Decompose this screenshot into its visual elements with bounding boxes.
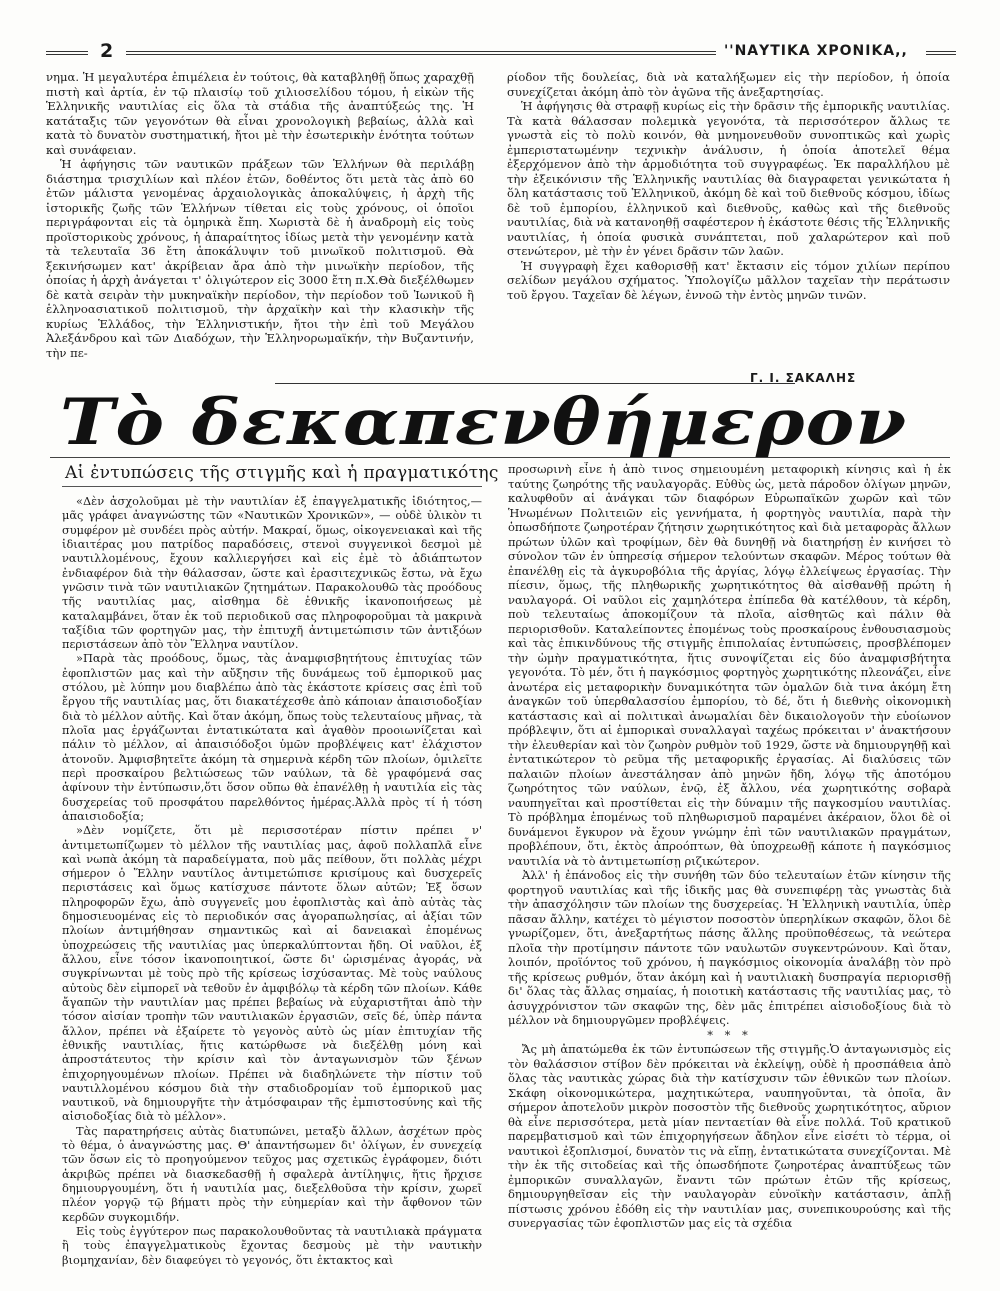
article-subtitle: Αἱ ἐντυπώσεις τῆς στιγμῆς καὶ ἡ πραγματικότης (65, 463, 499, 483)
header-rule-right (926, 51, 956, 55)
paragraph: »Παρὰ τὰς προόδους, ὅμως, τὰς ἀναμφισβητήτους ἐπιτυχίας τῶν ἐφοπλιστῶν μας καὶ τὴν αὔξησιν τῆς δυνάμεως τοῦ ἐμπορικοῦ μας στόλου, μὲ λύπην μου διαβλέπω ἀπὸ τὰς ἑκάστοτε κρίσεις σας ἐπὶ τοῦ ἔργου τῆς ναυτιλίας μας, ὅτι διακατέχεσθε ἀπὸ κάποιαν ἀπαισιοδοξίαν διὰ τὸ μέλλον αὐτῆς. Καὶ ὅταν ἀκόμη, ὅπως τοὺς τελευταίους μῆνας, τὰ πλοῖα μας ἐργάζωνται ἐντατικώτατα καὶ ἀγαθὸν προοιωνίζεται καὶ πάλιν τὸ μέλλον, αἱ ἀπαισιόδοξοι ὑμῶν προβλέψεις κατ' ἐλάχιστον ἀτονοῦν. Ἀμφισβητεῖτε ἀκόμη τὰ σημερινὰ κέρδη τῶν πλοίων, ὁμιλεῖτε περὶ προσκαίρου βελτιώσεως τῶν ναύλων, τὰ δὲ γραφόμενά σας ἀφίνουν τὴν ἐντύπωσιν,ὅτι ὅσον οὔπω θὰ ἐπανέλθῃ ἡ ναυτιλία εἰς τὰς δυσχερείας τοῦ προσφάτου παρελθόντος ἡμέρας.Ἀλλὰ πρὸς τί ἡ τόση ἀπαισιοδοξία; (62, 651, 482, 823)
author-signature: Γ. Ι. ΣΑΚΑΛΗΣ (750, 371, 857, 385)
paragraph: Τὰς παρατηρήσεις αὐτὰς διατυπώνει, μεταξὺ ἄλλων, ἀσχέτων πρὸς τὸ θέμα, ὁ ἀναγνώστης μας. Θ' ἀπαντήσωμεν δι' ὀλίγων, ἐν συνεχείᾳ τῶν ὅσων εἰς τὸ προηγούμενον τεῦχος μας σχετικῶς ἐγράφομεν, διότι ἀκριβῶς πρέπει νὰ διασκεδασθῇ ἡ σφαλερὰ ἀντίληψις, ἥτις ἤρχισε δημιουργουμένη, ὅτι ἡ ναυτιλία μας, διεξελθοῦσα τὴν κρίσιν, χωρεῖ πλέον γοργῷ τῷ βήματι πρὸς τὴν εὐημερίαν καὶ τὴν ἄφθονον τῶν κερδῶν συγκομιδήν. (62, 1123, 482, 1224)
paragraph: Ἄς μὴ ἀπατώμεθα ἐκ τῶν ἐντυπώσεων τῆς στιγμῆς.Ὁ ἀνταγωνισμὸς εἰς τὸν θαλάσσιον στίβον δὲν πρόκειται νὰ ἐκλείψῃ, οὐδὲ ἡ προσπάθεια ἀπὸ ὅλας τὰς ναυτικὰς χώρας διὰ τὴν κατίσχυσιν τῶν ἐθνικῶν των πλοίων. Σκάφη οἰκονομικώτερα, μαχητικώτερα, ναυπηγοῦνται, τὰ ὁποῖα, ἂν σήμερον ἀποτελοῦν μικρὸν ποσοστὸν τῆς διεθνοῦς χωρητικότητος, αὔριον θὰ εἶνε περισσότερα, μετὰ μίαν πενταετίαν θὰ εἶνε πολλά. Τοῦ κρατικοῦ παρεμβατισμοῦ καὶ τῶν ἐπιχορηγήσεων ἄδηλον εἶνε εἰσέτι τὸ τέρμα, οἱ ναυτικοὶ ἐξοπλισμοί, δυνατὸν τις νὰ εἴπῃ, ἐντατικώτατα συνεχίζονται. Μὲ τὴν ἐκ τῆς σιτοδείας καὶ τῆς ὁπωσδήποτε ζωηροτέρας ἀναπτύξεως τῶν ἐμπορικῶν συναλλαγῶν, ἔναντι τῶν πρώτων ἐτῶν τῆς κρίσεως, δημιουργηθεῖσαν εἰς τὴν ναυλαγορὰν εὐνοϊκὴν κατάστασιν, ἁπλῇ πίστωσις χρόνου ἐδόθη εἰς τὴν ναυτιλίαν μας, συνεπικουρούσης καὶ τῆς συνεργασίας τῶν ἐφοπλιστῶν μας εἰς τὰ σχέδια (508, 1042, 951, 1230)
paragraph: ρίοδον τῆς δουλείας, διὰ νὰ καταλήξωμεν εἰς τὴν περίοδον, ἡ ὁποία συνεχίζεται ἀκόμη ἀπὸ τὸν ἀγῶνα τῆς ἀνεξαρτησίας. (507, 70, 950, 99)
page-header (46, 40, 956, 64)
page-number: 2 (100, 40, 114, 62)
section-title: Τὸ δεκαπενθήμερον (60, 385, 908, 460)
bottom-left-column (62, 494, 482, 1268)
section-divider (275, 383, 795, 384)
header-rule-left (46, 51, 88, 55)
paragraph: »Δὲν νομίζετε, ὅτι μὲ περισσοτέραν πίστιν πρέπει ν' ἀντιμετωπίζωμεν τὸ μέλλον τῆς ναυτιλίας μας, ἀφοῦ πολλαπλᾶ εἶνε καὶ νωπὰ ἀκόμη τὰ παραδείγματα, ποὺ μᾶς πείθουν, ὅτι πολλὰς μέχρι σήμερον ὁ Ἕλλην ναυτίλος ἀντιμετώπισε κρισίμους καὶ δυσχερεῖς περιστάσεις καὶ ὅμως κατίσχυσε πάντοτε ὅλων αὐτῶν; Ἐξ ὅσων πληροφορῶν ἔχω, ἀπὸ συγγενεῖς μου ἐφοπλιστὰς καὶ ἀπὸ αὐτὰς τὰς δημοσιευομένας εἰς τὸ περιοδικόν σας ἀγοραπωλησίας, αἱ ἀξίαι τῶν πλοίων ἀντιμήθησαν σημαντικῶς καὶ αἱ δανειακαὶ ἐπομένως ὑποχρεώσεις τῆς ναυτιλίας μας ὑπερκαλύπτονται ἤδη. Οἱ ναῦλοι, ἐξ ἄλλου, εἶνε τόσον ἱκανοποιητικοί, ὥστε δι' ὡρισμένας ἀγοράς, νὰ συγκρίνωνται μὲ τοὺς πρὸ τῆς κρίσεως ἰσχύσαντας. Μὲ τοὺς ναύλους αὐτοὺς δὲν εἰμπορεῖ νὰ τεθοῦν ἐν ἀμφιβόλῳ τὰ κέρδη τῶν πλοίων. Κάθε ἄγαπῶν τὴν ναυτιλίαν μας πρέπει βεβαίως νὰ εὐχαριστῆται ἀπὸ τὴν τόσον αἰσίαν τροπὴν τῶν ναυτιλιακῶν ἐργασιῶν, σεῖς δέ, ὑπὲρ πάντα ἄλλον, πρέπει νὰ ἐξαίρετε τὸ γεγονὸς αὐτὸ ὡς μίαν ἐπιτυχίαν τῆς ἐθνικῆς ναυτιλίας, ἥτις κατώρθωσε νὰ διεξέλθῃ μόνη καὶ ἀπροστάτευτος τὴν κρίσιν καὶ τὸν ἀνταγωνισμὸν τῶν ξένων ἐπιχορηγουμένων πλοίων. Πρέπει νὰ διαδηλώνετε τὴν πίστιν τοῦ ναυτιλλομένου κόσμου διὰ τὴν σταδιοδρομίαν τοῦ ἐμπορικοῦ μας ναυτικοῦ, νὰ δημιουργῆτε τὴν ἀτμόσφαιραν τῆς ἐμπιστοσύνης καὶ τῆς αἰσιοδοξίας διὰ τὸ μέλλον». (62, 823, 482, 1124)
title-underline (50, 457, 950, 458)
paragraph: νημα. Ἡ μεγαλυτέρα ἐπιμέλεια ἐν τούτοις, θὰ καταβληθῇ ὅπως χαραχθῇ πιστὴ καὶ ἀρτία, ἐν τῷ πλαισίῳ τοῦ χιλιοσελίδου τόμου, ἡ εἰκὼν τῆς Ἑλληνικῆς ναυτιλίας εἰς ὅλα τὰ στάδια τῆς ἀναπτύξεώς της. Ἡ κατάταξις τῶν γεγονότων θὰ εἶναι χρονολογικὴ βεβαίως, ἀλλὰ καὶ κατὰ τὸ δυνατὸν συστηματική, ἤτοι μὲ τὴν ἐσωτερικὴν ἑνότητα τούτων καὶ συνάφειαν. (46, 70, 474, 157)
top-left-column (46, 70, 474, 370)
section-break-stars: * * * (707, 1027, 752, 1042)
subtitle-underline (62, 486, 482, 487)
top-right-column (507, 70, 950, 366)
paragraph: «Δὲν ἀσχολοῦμαι μὲ τὴν ναυτιλίαν ἐξ ἐπαγγελματικῆς ἰδιότητος,— μᾶς γράφει ἀναγνώστης τῶν «Ναυτικῶν Χρονικῶν», — οὐδὲ ὑλικὸν τι συμφέρον μὲ συνδέει πρὸς αὐτήν. Μακραί, ὅμως, οἰκογενειακαὶ καὶ τῆς ἰδιαιτέρας μου πατρίδος παραδόσεις, στενοὶ συγγενικοὶ δεσμοὶ μὲ ναυτιλλομένους, ἔχουν καλλιεργήσει καὶ εἰς ἐμὲ τὸ ἀδιάπτωτον ἐνδιαφέρον διὰ τὴν θάλασσαν, ὥστε καὶ ἐρασιτεχνικῶς ἔστω, νὰ ἔχω γνῶσιν τινὰ τῶν ναυτιλιακῶν ζητημάτων. Παρακολουθῶ τὰς προόδους τῆς ναυτιλίας μας, αἰσθημα δὲ ἐθνικῆς ἱκανοποιήσεως μὲ καταλαμβάνει, ὅταν ἐκ τοῦ περιοδικοῦ σας πληροφοροῦμαι τὰ μακρινὰ ταξίδια τῶν φορτηγῶν μας, τὴν ἐπιτυχῆ ἀντιμετώπισιν τῶν ἀντιξόων περιστάσεων ἀπὸ τὸν Ἕλληνα ναυτίλον. (62, 494, 482, 652)
paragraph: προσωρινὴ εἶνε ἡ ἀπὸ τινος σημειουμένη μεταφορικὴ κίνησις καὶ ἡ ἐκ ταύτης ζωηρότης τῆς ναυλαγορᾶς. Εὐθὺς ὡς, μετὰ πάροδον ὀλίγων μηνῶν, καλυφθοῦν αἱ ἀνάγκαι τῶν διαφόρων Εὐρωπαϊκῶν χωρῶν καὶ τῶν Ἡνωμένων Πολιτειῶν εἰς γεννήματα, ἡ φορτηγὸς ναυτιλία, παρὰ τὴν ὁπωσδήποτε ζωηροτέραν ζήτησιν χωρητικότητος καὶ διὰ μεταφορὰς ἄλλων πρώτων ὑλῶν καὶ τροφίμων, δὲν θὰ δυνηθῇ νὰ διατηρήσῃ ἐν κινήσει τὸ σύνολον τῶν ἐν ὑπηρεσίᾳ σήμερον τελούντων σκαφῶν. Μέρος τούτων θὰ ἐπανέλθῃ εἰς τὰ ἀγκυροβόλια τῆς ἀργίας, λόγῳ ἐλλείψεως ἐργασίας. Τὴν πίεσιν, ὅμως, τῆς πληθωρικῆς χωρητικότητος θὰ αἰσθανθῇ πρώτη ἡ ναυλαγορά. Οἱ ναῦλοι εἰς χαμηλότερα ἐπίπεδα θὰ κατέλθουν, τὰ κέρδη, ποὺ τελευταίως ἀποκομίζουν τὰ πλοῖα, αἰσθητῶς καὶ πάλιν θὰ περιορισθοῦν. Καταλείποντες ἐπομένως τοὺς προσκαίρους ἐνθουσιασμοὺς καὶ τὰς ἐπικινδύνους τῆς στιγμῆς ἐπιπολαίας ἐντυπώσεις, προσβλέπομεν τὴν ὠμὴν πραγματικότητα, ἥτις συνοψίζεται εἰς δύο ἀναμφισβήτητα γεγονότα. Τὸ μέν, ὅτι ἡ παγκόσμιος φορτηγὸς χωρητικότης πλεονάζει, εἶνε ἀνωτέρα εἰς μεταφορικὴν δυναμικότητα τῶν ὁμαλῶν διὰ τινα ἀκόμη ἔτη ἀναγκῶν τοῦ ὑπερθαλασσίου ἐμπορίου, τὸ δέ, ὅτι ἡ διεθνὴς οἰκονομικὴ κατάστασις καὶ αἱ πολιτικαὶ ἀνωμαλίαι δὲν δικαιολογοῦν τὴν εὐοίωνον πρόβλεψιν, ὅτι αἱ ἐμπορικαὶ συναλλαγαὶ ταχέως πρόκειται ν' ἀνακτήσουν τὴν ἐλευθερίαν καὶ τὸν ζωηρὸν ρυθμὸν τοῦ 1929, ὥστε νὰ δημιουργηθῇ καὶ ἐντατικώτερον τὸ ρεῦμα τῆς μεταφορικῆς ἐργασίας. Αἱ διαλύσεις τῶν παλαιῶν πλοίων ἀνεστάλησαν ἀπὸ μηνῶν ἤδη, λόγῳ τῆς ἀποτόμου ζωηρότητος τῶν ναύλων, ἐνῷ, ἐξ ἄλλου, νέα χωρητικότης σοβαρὰ ναυπηγεῖται καὶ προστίθεται εἰς τὴν δύναμιν τῆς παγκοσμίου ναυτιλίας. Τὸ πρόβλημα ἐπομένως τοῦ πληθωρισμοῦ παραμένει ἀκέραιον, ὅλοι δὲ οἱ δυνάμενοι ἔγκυρον νὰ ἔχουν γνώμην ἐπὶ τῶν ναυτιλιακῶν πραγμάτων, προβλέπουν, ὅτι, ἐκτὸς ἀπροόπτων, θὰ ὑποχρεωθῇ κάποτε ἡ παγκόσμιος ναυτιλία νὰ τὸ ἀντιμετωπίσῃ ριζικώτερον. (508, 462, 951, 868)
bottom-right-column (508, 462, 951, 1268)
paragraph: Εἰς τοὺς ἐγγύτερον πως παρακολουθοῦντας τὰ ναυτιλιακὰ πράγματα ἢ τοὺς ἐπαγγελματικοὺς ἔχοντας δεσμοὺς μὲ τὴν ναυτικὴν βιομηχανίαν, δὲν διαφεύγει τὸ γεγονός, ὅτι ἐκτακτος καὶ (62, 1223, 482, 1267)
paragraph: Ἀλλ' ἡ ἐπάνοδος εἰς τὴν συνήθη τῶν δύο τελευταίων ἐτῶν κίνησιν τῆς φορτηγοῦ ναυτιλίας καὶ τῆς ἰδικῆς μας θὰ συνεπιφέρῃ τὰς γνωστὰς διὰ τὴν ἀπασχόλησιν τῶν πλοίων της δυσχερείας. Ἡ Ἑλληνικὴ ναυτιλία, ὑπὲρ πᾶσαν ἄλλην, κατέχει τὸ μέγιστον ποσοστὸν ὑπερηλίκων σκαφῶν, ὅλοι δὲ γνωρίζομεν, ὅτι, ἀνεξαρτήτως πάσης ἄλλης προϋποθέσεως, τὰ νεώτερα πλοῖα τὴν προτίμησιν πάντοτε τῶν ναυλωτῶν συγκεντρώνουν. Καὶ ὅταν, λοιπόν, προϊόντος τοῦ χρόνου, ἡ παγκόσμιος οἰκονομία ἀναλάβῃ τὸν πρὸ τῆς κρίσεως ρυθμόν, ὅταν ἀκόμη καὶ ἡ ναυτιλιακὴ δυσπραγία περιορισθῇ δι' ὅλας τὰς ἄλλας σημαίας, ἡ ποιοτικὴ κατάστασις τῆς ναυτιλίας μας, τὸ ἀσυγχρόνιστον τῶν σκαφῶν της, δὲν μᾶς ἐπιτρέπει αἰσιοδοξίους διὰ τὸ μέλλον νὰ δημιουργῶμεν προβλέψεις. (508, 868, 951, 1027)
paragraph: Ἡ συγγραφὴ ἔχει καθορισθῇ κατ' ἔκτασιν εἰς τόμον χιλίων περίπου σελίδων μεγάλου σχήματος. Ὑπολογίζω μᾶλλον ταχεῖαν τὴν περάτωσιν τοῦ ἔργου. Ταχεῖαν δὲ λέγων, ἐννοῶ τὴν ἐντὸς μηνῶν τινῶν. (507, 258, 950, 302)
paragraph: Ἡ ἀφήγησις τῶν ναυτικῶν πράξεων τῶν Ἑλλήνων θὰ περιλάβῃ διάστημα τρισχιλίων καὶ πλέον ἐτῶν, δοθέντος ὅτι μετὰ τὰς ἀπὸ 60 ἐτῶν μάλιστα γενομένας ἀρχαιολογικὰς ἀποκαλύψεις, ἡ ἀρχὴ τῆς ἱστορικῆς ζωῆς τῶν Ἑλλήνων τίθεται εἰς τοὺς χρόνους, οἱ ὁποῖοι περιγράφονται εἰς τὰ ὁμηρικὰ ἔπη. Χωριστὰ δὲ ἡ ἀναδρομὴ εἰς τοὺς προϊστορικοὺς χρόνους, ἡ ἀπαραίτητος ἰδίως μετὰ τὴν γενομένην κατὰ τὰ τελευταῖα 36 ἔτη ἀποκάλυψιν τοῦ μινωϊκοῦ πολιτισμοῦ. Θὰ ξεκινήσωμεν κατ' ἀκρίβειαν ἄρα ἀπὸ τὴν μινωϊκὴν περίοδον, τῆς ὁποίας ἡ ἀρχὴ ἀνάγεται τ' ὀλιγώτερον εἰς 3000 ἔτη π.Χ.Θὰ διεξέλθωμεν δὲ κατὰ σειρὰν τὴν μυκηναϊκὴν περίοδον, τὴν περίοδον τοῦ Ἰωνικοῦ ἢ ἑλληνοασιατικοῦ πολιτισμοῦ, τὴν ἀρχαϊκὴν καὶ τὴν κλασικὴν τῆς κυρίως Ἑλλάδος, τὴν Ἑλληνιστικήν, ἤτοι τὴν ἐπὶ τοῦ Μεγάλου Ἀλεξάνδρου καὶ τῶν Διαδόχων, τὴν Ἑλληνορωμαϊκήν, τὴν Βυζαντινήν, τὴν πε- (46, 157, 474, 360)
header-rule-middle (126, 51, 716, 55)
magazine-title: ''ΝΑΥΤΙΚΑ ΧΡΟΝΙΚΑ,, (724, 43, 908, 59)
paragraph: Ἡ ἀφήγησις θὰ στραφῇ κυρίως εἰς τὴν δρᾶσιν τῆς ἐμπορικῆς ναυτιλίας. Τὰ κατὰ θάλασσαν πολεμικὰ γεγονότα, τὰ περισσότερον ἄλλως τε γνωστὰ εἰς τὸ πολὺ κοινόν, θὰ μνημονευθοῦν συνοπτικῶς καὶ χωρὶς ἐμπεριστατωμένην τεχνικὴν ἀνάλυσιν, ἡ ὁποία ἀποτελεῖ θέμα ἐξερχόμενον ἀπὸ τὴν ἁρμοδιότητα τοῦ συγγραφέως. Ἐκ παραλλήλου μὲ τὴν ἐξεικόνισιν τῆς Ἑλληνικῆς ναυτιλίας θὰ διαγραφεται γενικώτατα ἡ ὅλη κατάστασις τοῦ Ἑλληνικοῦ, ἀκόμη δὲ καὶ τοῦ διεθνοῦς κόσμου, ἰδίως δὲ τοῦ ἐμπορίου, ἑλληνικοῦ καὶ διεθνοῦς, καθὼς καὶ τῆς διεθνοῦς ναυτιλίας, διὰ νὰ κατανοηθῇ σαφέστερον ἡ ἑκάστοτε θέσις τῆς Ἑλληνικῆς ναυτιλίας, ἡ ὁποία φυσικὰ συνάπτεται, ποῦ χαλαρώτερον καὶ ποῦ στενώτερον, μὲ τὴν ἐν γένει δρᾶσιν τῶν λαῶν. (507, 99, 950, 258)
